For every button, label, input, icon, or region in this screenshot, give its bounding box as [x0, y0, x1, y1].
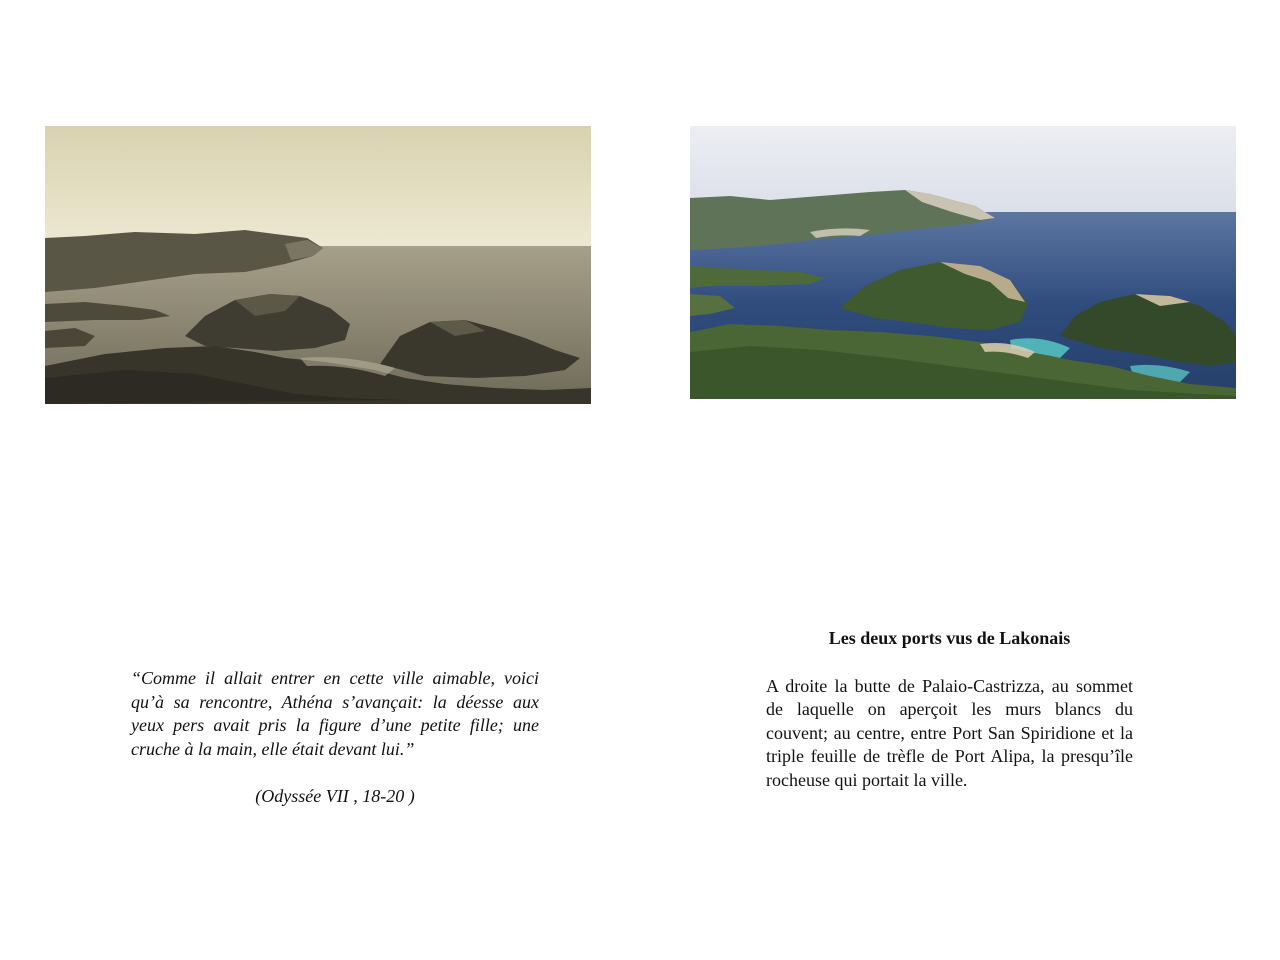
- odyssey-reference: (Odyssée VII , 18-20 ): [255, 786, 415, 806]
- sepia-coast-illustration: [45, 126, 591, 404]
- caption-body: A droite la butte de Palaio-Castrizza, au sommet de laquelle on aperçoit les murs blancs du couvent; au centre, entre Port San Spiridione et la triple feuille de trèfle de Port Alipa, la presqu’île rocheuse qui portait la ville.: [766, 675, 1133, 790]
- odyssey-quote: “Comme il allait entrer en cette ville aimable, voici qu’à sa rencontre, Athéna s’avançait: la déesse aux yeux pers avait pris la figure d’une petite fille; une cruche à la main, elle était devant lui.”: [131, 668, 539, 759]
- color-bay-illustration: [690, 126, 1236, 399]
- caption-title: Les deux ports vus de Lakonais: [828, 628, 1071, 648]
- sepia-coast-photo: [45, 126, 591, 404]
- photo-caption-block: [766, 627, 1133, 792]
- odyssey-quote-block: [131, 667, 539, 809]
- color-bay-photo: [690, 126, 1236, 399]
